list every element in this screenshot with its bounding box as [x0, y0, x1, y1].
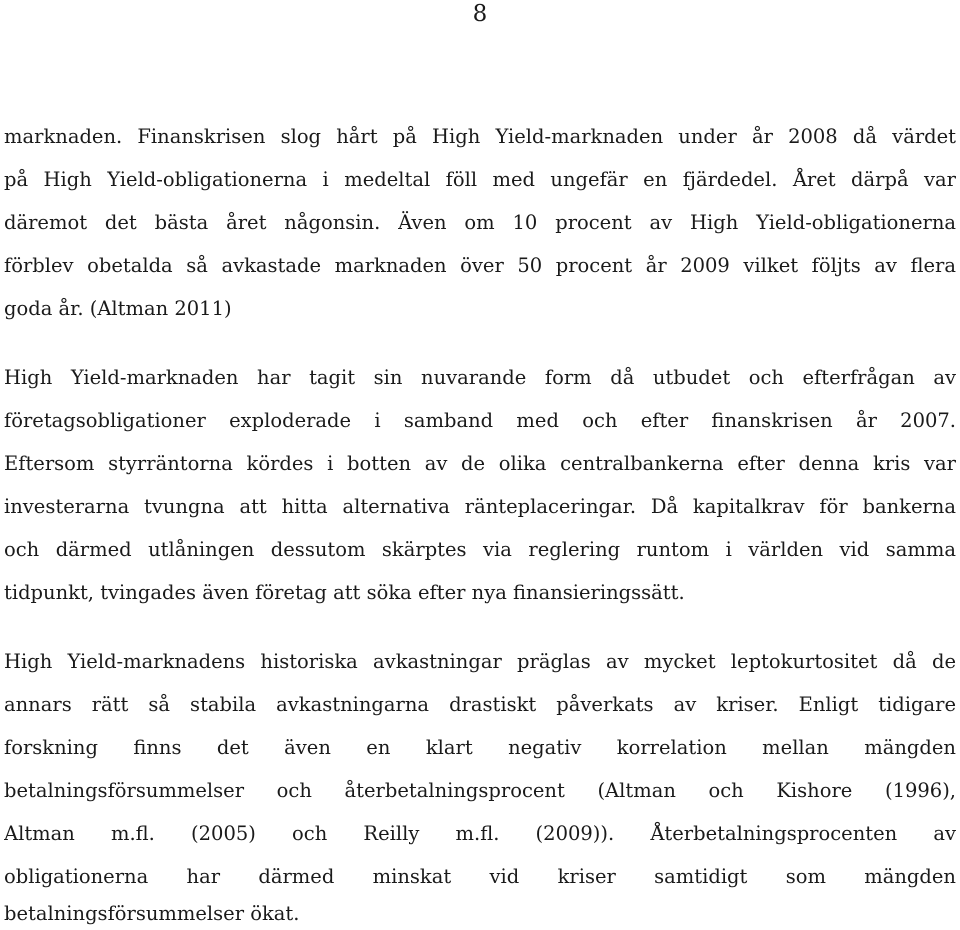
text-line: tidpunkt, tvingades även företag att söka efter nya finansieringssätt.: [4, 581, 685, 604]
text-line: forskning finns det även en klart negativ korrelation mellan mängden: [4, 736, 956, 759]
text-line: betalningsförsummelser och återbetalningsprocent (Altman och Kishore (1996),: [4, 779, 956, 802]
text-line: och därmed utlåningen dessutom skärptes via reglering runtom i världen vid samma: [4, 538, 956, 561]
text-line: Eftersom styrräntorna kördes i botten av de olika centralbankerna efter denna kris var: [4, 452, 956, 475]
text-line: företagsobligationer exploderade i samband med och efter finanskrisen år 2007.: [4, 409, 956, 432]
text-line: High Yield-marknadens historiska avkastningar präglas av mycket leptokurtositet då de: [4, 650, 956, 673]
text-line: förblev obetalda så avkastade marknaden över 50 procent år 2009 vilket följts av flera: [4, 254, 956, 277]
text-line: obligationerna har därmed minskat vid kriser samtidigt som mängden: [4, 865, 956, 888]
text-line: Altman m.fl. (2005) och Reilly m.fl. (2009)). Återbetalningsprocenten av: [4, 822, 956, 845]
text-line: betalningsförsummelser ökat.: [4, 902, 300, 925]
text-line: High Yield-marknaden har tagit sin nuvarande form då utbudet och efterfrågan av: [4, 366, 956, 389]
page-number: 8: [472, 1, 488, 27]
text-line: däremot det bästa året någonsin. Även om 10 procent av High Yield-obligationerna: [4, 211, 956, 234]
text-line: på High Yield-obligationerna i medeltal föll med ungefär en fjärdedel. Året därpå var: [4, 168, 956, 191]
text-line: marknaden. Finanskrisen slog hårt på High Yield-marknaden under år 2008 då värdet: [4, 125, 956, 148]
text-line: goda år. (Altman 2011): [4, 297, 232, 320]
text-line: investerarna tvungna att hitta alternativa ränteplaceringar. Då kapitalkrav för bankerna: [4, 495, 956, 518]
text-line: annars rätt så stabila avkastningarna drastiskt påverkats av kriser. Enligt tidigare: [4, 693, 956, 716]
